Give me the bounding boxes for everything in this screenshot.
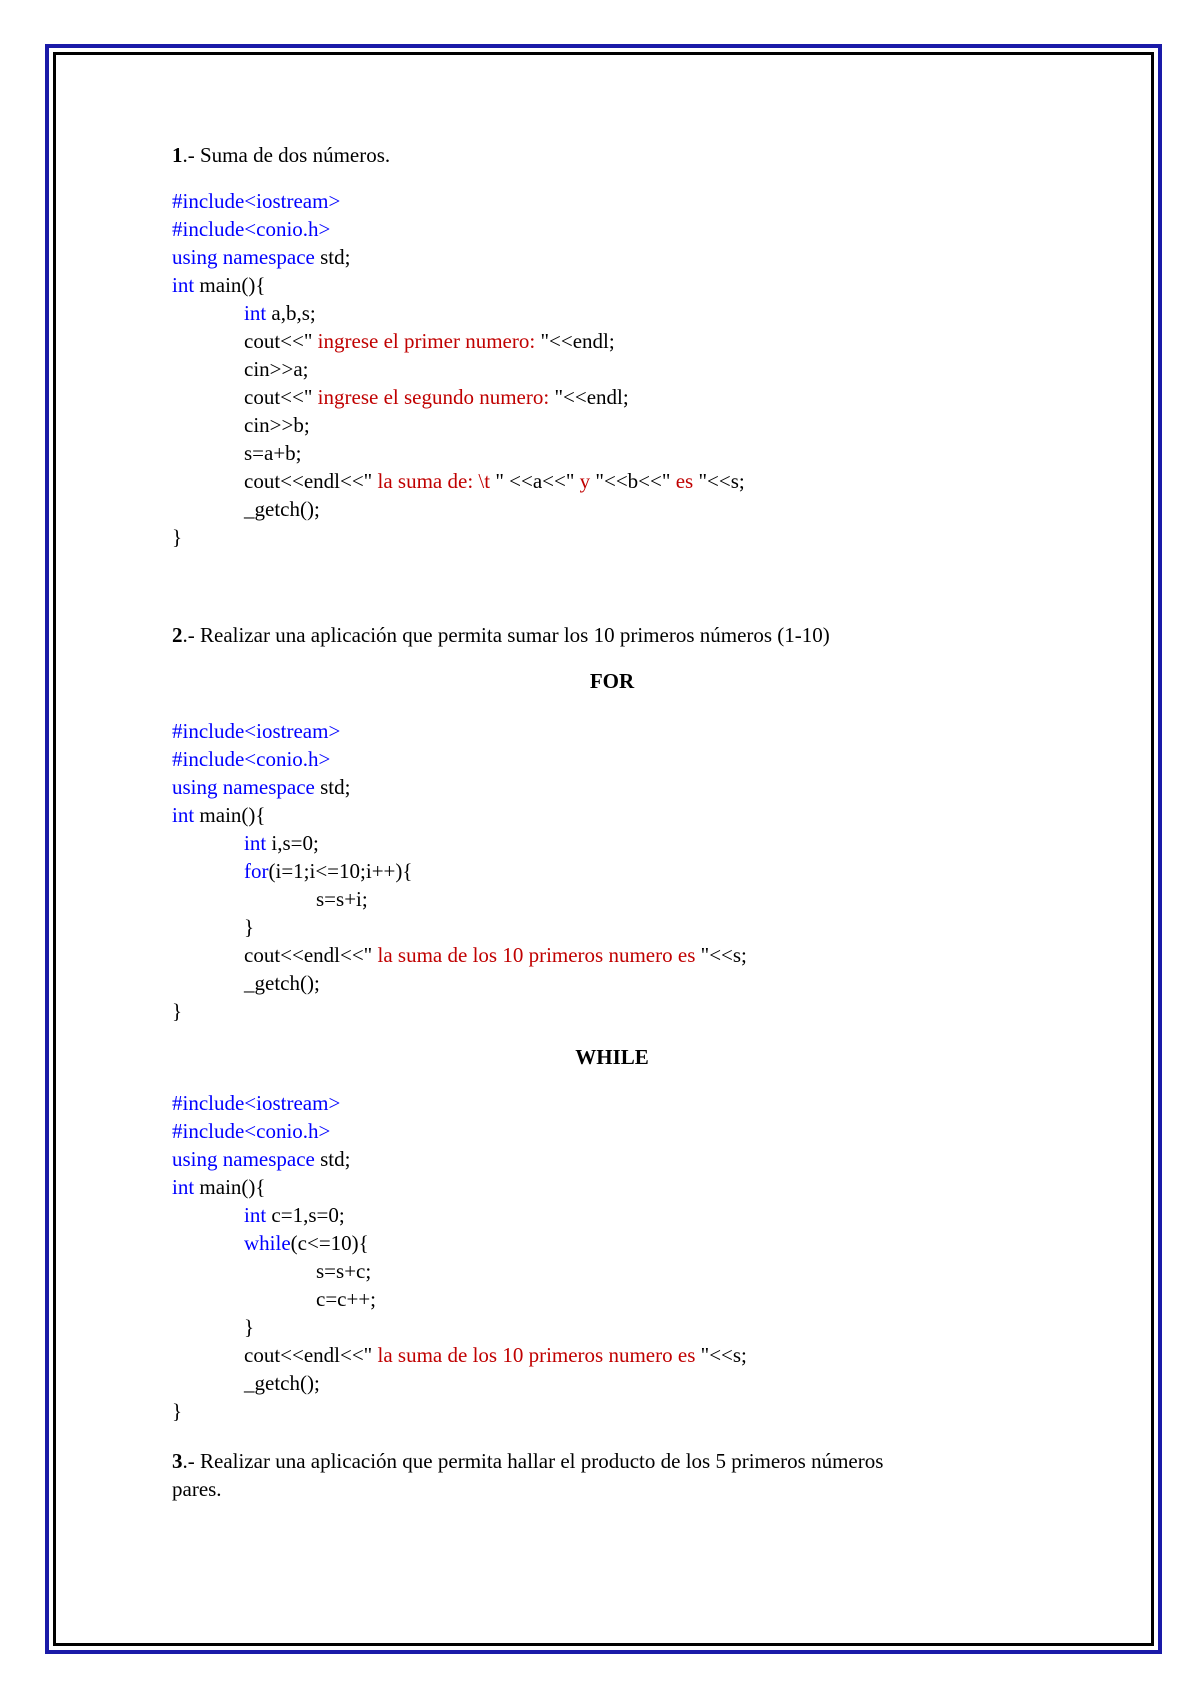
code-text: _getch(); — [244, 971, 320, 995]
document-content — [172, 141, 1052, 1503]
code-line — [172, 523, 1052, 551]
code-line — [172, 1369, 1052, 1397]
code-keyword: #include<iostream> — [172, 1091, 341, 1115]
code-line — [172, 383, 1052, 411]
code-text: cout<<" — [244, 329, 313, 353]
code-line — [172, 1201, 1052, 1229]
code-text: std; — [314, 775, 351, 799]
code-text: "<<endl; — [540, 329, 615, 353]
code-text: cout<<" — [244, 385, 313, 409]
code-keyword: int — [172, 803, 195, 827]
code-text: "<<s; — [700, 943, 747, 967]
code-keyword: using namespace — [172, 775, 315, 799]
code-line — [172, 969, 1052, 997]
code-text: cout<<endl<<" — [244, 943, 373, 967]
code-text: std; — [314, 245, 351, 269]
for-heading: FOR — [589, 669, 635, 693]
code-string: la suma de los 10 primeros numero es — [372, 943, 701, 967]
code-text: _getch(); — [244, 497, 320, 521]
code-keyword: using namespace — [172, 245, 315, 269]
code-line — [172, 885, 1052, 913]
code-line — [172, 997, 1052, 1025]
code-line — [172, 857, 1052, 885]
code-line — [172, 801, 1052, 829]
code-text: cout<<endl<<" — [244, 1343, 373, 1367]
code-string: ingrese el primer numero: — [312, 329, 541, 353]
code-line — [172, 439, 1052, 467]
exercise-2-while-code — [172, 1089, 1052, 1425]
code-text: " <<a<<" — [495, 469, 575, 493]
code-line — [172, 355, 1052, 383]
code-text: _getch(); — [244, 1371, 320, 1395]
code-line — [172, 1229, 1052, 1257]
code-line — [172, 299, 1052, 327]
exercise-1-code — [172, 187, 1052, 551]
code-line — [172, 1173, 1052, 1201]
code-keyword: #include<iostream> — [172, 719, 341, 743]
code-text: } — [244, 915, 255, 939]
code-line — [172, 495, 1052, 523]
code-text: c=c++; — [316, 1287, 377, 1311]
code-text: "<<s; — [700, 1343, 747, 1367]
code-text: "<<s; — [698, 469, 745, 493]
code-text: a,b,s; — [266, 301, 316, 325]
code-keyword: #include<conio.h> — [172, 747, 331, 771]
code-text: s=s+i; — [316, 887, 368, 911]
code-line — [172, 1117, 1052, 1145]
code-line — [172, 717, 1052, 745]
code-line — [172, 773, 1052, 801]
code-text: main(){ — [194, 803, 266, 827]
code-text: } — [172, 525, 183, 549]
code-keyword: #include<conio.h> — [172, 217, 331, 241]
code-line — [172, 327, 1052, 355]
code-line — [172, 215, 1052, 243]
code-text: } — [172, 1399, 183, 1423]
code-text: s=a+b; — [244, 441, 302, 465]
code-line — [172, 1341, 1052, 1369]
code-keyword: int — [172, 273, 195, 297]
code-line — [172, 411, 1052, 439]
code-line — [172, 467, 1052, 495]
code-line — [172, 829, 1052, 857]
exercise-3-title: 3.- Realizar una aplicación que permita hallar el producto de los 5 primeros números pares. — [172, 1449, 884, 1501]
while-heading: WHILE — [575, 1045, 649, 1069]
code-keyword: using namespace — [172, 1147, 315, 1171]
code-text: main(){ — [194, 273, 266, 297]
code-text: c=1,s=0; — [266, 1203, 345, 1227]
code-keyword: int — [244, 831, 267, 855]
code-line — [172, 187, 1052, 215]
code-keyword: #include<iostream> — [172, 189, 341, 213]
code-line — [172, 1285, 1052, 1313]
code-keyword: for — [244, 859, 269, 883]
code-string: es — [670, 469, 699, 493]
code-line — [172, 271, 1052, 299]
code-text: } — [244, 1315, 255, 1339]
exercise-1-title: 1.- Suma de dos números. — [172, 143, 391, 167]
code-text: cin>>b; — [244, 413, 310, 437]
code-text: std; — [314, 1147, 351, 1171]
code-keyword: int — [172, 1175, 195, 1199]
code-text: "<<endl; — [554, 385, 629, 409]
code-line — [172, 941, 1052, 969]
code-string: ingrese el segundo numero: — [312, 385, 555, 409]
code-text: "<<b<<" — [595, 469, 671, 493]
code-text: i,s=0; — [266, 831, 319, 855]
code-string: la suma de los 10 primeros numero es — [372, 1343, 701, 1367]
code-line — [172, 1313, 1052, 1341]
code-text: main(){ — [194, 1175, 266, 1199]
code-keyword: #include<conio.h> — [172, 1119, 331, 1143]
code-keyword: int — [244, 1203, 267, 1227]
code-text: (c<=10){ — [290, 1231, 369, 1255]
code-line — [172, 745, 1052, 773]
code-line — [172, 1397, 1052, 1425]
code-text: } — [172, 999, 183, 1023]
code-line — [172, 1145, 1052, 1173]
code-string: y — [574, 469, 596, 493]
code-text: s=s+c; — [316, 1259, 372, 1283]
code-line — [172, 1089, 1052, 1117]
code-string: la suma de: \t — [372, 469, 496, 493]
exercise-2-for-code — [172, 717, 1052, 1025]
code-line — [172, 243, 1052, 271]
code-text: (i=1;i<=10;i++){ — [268, 859, 413, 883]
code-keyword: int — [244, 301, 267, 325]
code-line — [172, 913, 1052, 941]
code-text: cout<<endl<<" — [244, 469, 373, 493]
code-text: cin>>a; — [244, 357, 309, 381]
exercise-2-title: 2.- Realizar una aplicación que permita sumar los 10 primeros números (1-10) — [172, 623, 830, 647]
code-keyword: while — [244, 1231, 291, 1255]
code-line — [172, 1257, 1052, 1285]
